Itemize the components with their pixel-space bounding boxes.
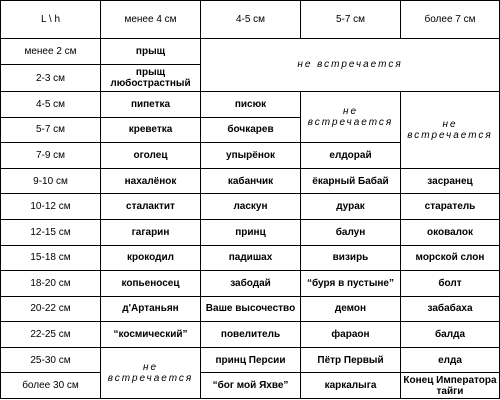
table-cell: крокодил [101, 245, 201, 271]
table-cell: Ваше высочество [201, 296, 301, 322]
table-cell: креветка [101, 117, 201, 143]
table-cell: елдорай [301, 143, 401, 169]
table-cell: гагарин [101, 219, 201, 245]
table-row [1, 296, 500, 322]
row-label: 10-12 см [1, 194, 101, 220]
table-cell: сталактит [101, 194, 201, 220]
table-cell: оголец [101, 143, 201, 169]
table-cell: старатель [401, 194, 500, 220]
table-row [1, 245, 500, 271]
header-col-5-7: 5-7 см [301, 1, 401, 39]
table-cell: забодай [201, 271, 301, 297]
header-col-under-4: менее 4 см [101, 1, 201, 39]
row-label: 12-15 см [1, 219, 101, 245]
table-cell: оковалок [401, 219, 500, 245]
table-cell: “бог мой Яхве” [201, 373, 301, 399]
header-row [1, 1, 500, 39]
row-label: менее 2 см [1, 38, 101, 65]
table-cell: фараон [301, 322, 401, 348]
table-cell: морской слон [401, 245, 500, 271]
row-label: 4-5 см [1, 92, 101, 118]
header-col-over-7: более 7 см [401, 1, 500, 39]
table-cell: писюк [201, 92, 301, 118]
table-cell: упырёнок [201, 143, 301, 169]
table-cell: Конец Императора тайги [401, 373, 500, 399]
table-cell: прыщ [101, 38, 201, 65]
header-corner: L \ h [1, 1, 101, 39]
table-row [1, 168, 500, 194]
table-cell: кабанчик [201, 168, 301, 194]
table-cell: прыщ любострастный [101, 65, 201, 92]
table-cell: д'Артаньян [101, 296, 201, 322]
row-label: 20-22 см [1, 296, 101, 322]
table-cell: засранец [401, 168, 500, 194]
row-label: 2-3 см [1, 65, 101, 92]
header-col-4-5: 4-5 см [201, 1, 301, 39]
table-cell: балда [401, 322, 500, 348]
row-label: 22-25 см [1, 322, 101, 348]
row-label: 7-9 см [1, 143, 101, 169]
table-cell: дурак [301, 194, 401, 220]
table-cell: болт [401, 271, 500, 297]
table-cell: елда [401, 347, 500, 373]
table-cell: пипетка [101, 92, 201, 118]
table-cell: ласкун [201, 194, 301, 220]
table-row [1, 92, 500, 118]
table-row [1, 322, 500, 348]
table-row [1, 38, 500, 65]
table-row [1, 373, 500, 399]
table-cell: балун [301, 219, 401, 245]
table-cell: забабаха [401, 296, 500, 322]
table-cell: “космический” [101, 322, 201, 348]
row-label: 15-18 см [1, 245, 101, 271]
row-label: 5-7 см [1, 117, 101, 143]
row-label: 9-10 см [1, 168, 101, 194]
table-cell: визирь [301, 245, 401, 271]
row-label: 18-20 см [1, 271, 101, 297]
table-cell: демон [301, 296, 401, 322]
table-cell: бочкарев [201, 117, 301, 143]
row-label: 25-30 см [1, 347, 101, 373]
table-row [1, 347, 500, 373]
table-cell: каркалыга [301, 373, 401, 399]
table-cell: принц [201, 219, 301, 245]
table-cell: Пётр Первый [301, 347, 401, 373]
table-row [1, 271, 500, 297]
table-cell: повелитель [201, 322, 301, 348]
table-row [1, 194, 500, 220]
table-cell: падишах [201, 245, 301, 271]
not-found-cell: не встречается [101, 347, 201, 398]
table-cell: ёкарный Бабай [301, 168, 401, 194]
table-row [1, 219, 500, 245]
not-found-cell: не встречается [201, 38, 500, 91]
table-cell: нахалёнок [101, 168, 201, 194]
row-label: более 30 см [1, 373, 101, 399]
table-cell: “буря в пустыне” [301, 271, 401, 297]
table-cell: копьеносец [101, 271, 201, 297]
not-found-cell: не встречается [301, 92, 401, 143]
table-cell: принц Персии [201, 347, 301, 373]
not-found-cell: не встречается [401, 92, 500, 169]
